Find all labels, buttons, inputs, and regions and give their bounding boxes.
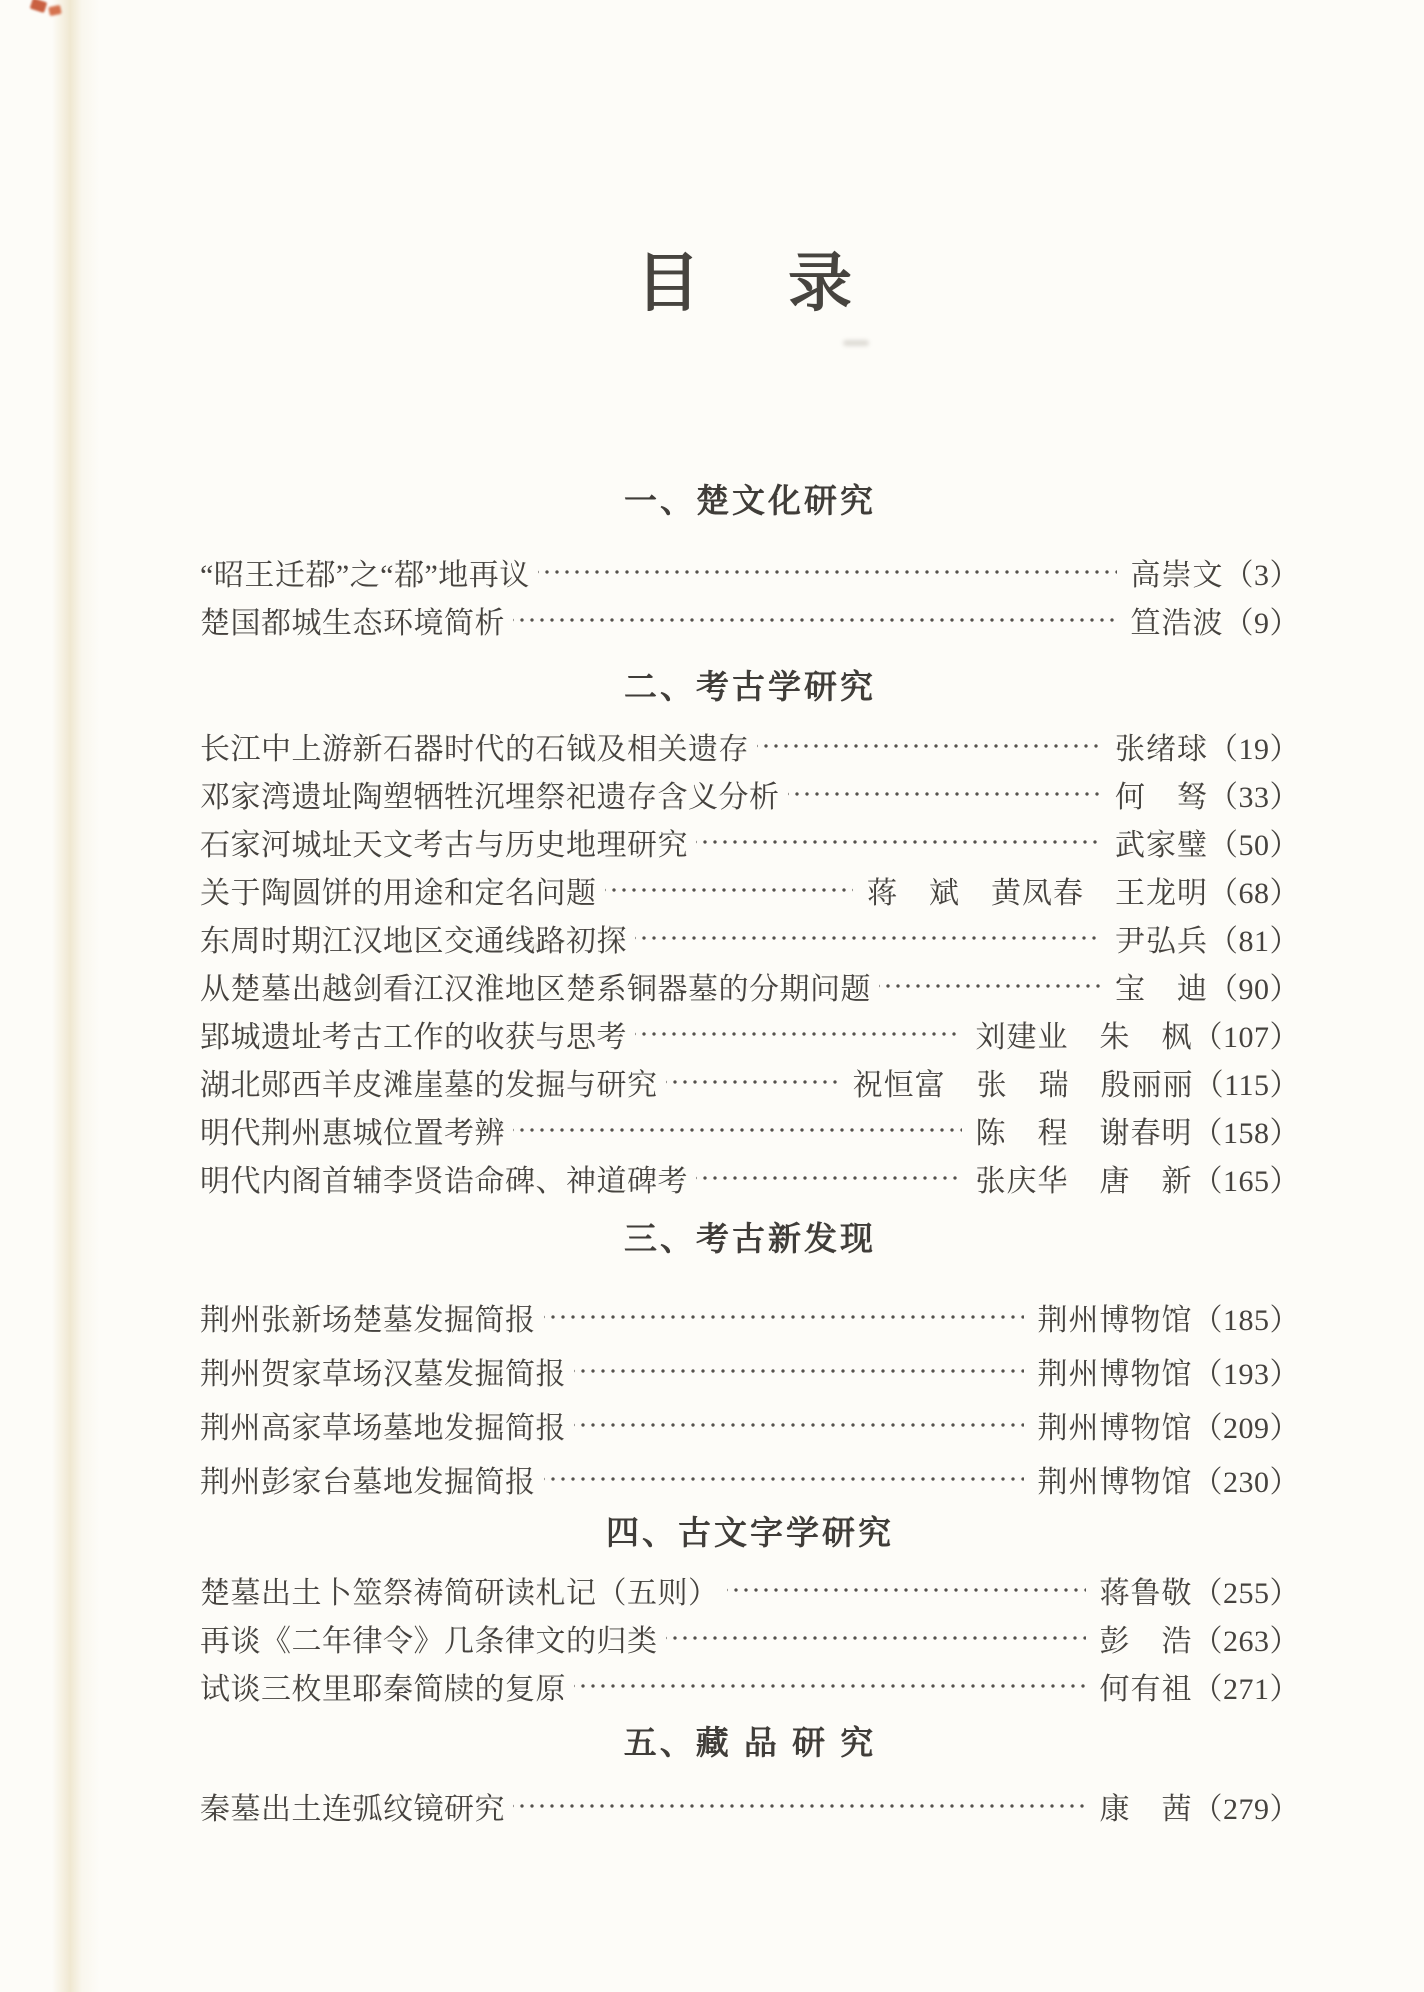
- entry-authors: 高崇文: [1130, 559, 1224, 592]
- entry-authors: 陈 程 谢春明: [975, 1117, 1193, 1150]
- entry-authors: 康 茜: [1099, 1793, 1193, 1826]
- entry-page-number: （230）: [1192, 1466, 1300, 1499]
- toc-entry: [200, 1566, 1300, 1614]
- entry-authors: 张绪球: [1115, 733, 1208, 766]
- entry-authors: 蒋鲁敬: [1099, 1577, 1193, 1610]
- entry-title: 明代荆州惠城位置考辨: [200, 1117, 505, 1150]
- dot-leader: [696, 818, 1101, 866]
- entry-title: 从楚墓出越剑看江汉淮地区楚系铜器墓的分期问题: [200, 973, 871, 1006]
- entry-title: 荆州张新场楚墓发掘简报: [200, 1304, 536, 1337]
- toc-entry: [200, 1290, 1300, 1344]
- entry-page-number: （209）: [1192, 1412, 1300, 1445]
- toc-entry: [200, 722, 1300, 770]
- entry-page-number: （165）: [1192, 1165, 1300, 1198]
- entry-authors: 荆州博物馆: [1037, 1304, 1193, 1337]
- dot-leader: [574, 1662, 1086, 1710]
- toc-entry: [200, 818, 1300, 866]
- toc-entry: [200, 1058, 1300, 1106]
- entry-title: 试谈三枚里耶秦简牍的复原: [200, 1673, 566, 1706]
- entry-title: 荆州高家草场墓地发掘简报: [200, 1412, 566, 1445]
- toc-section: [200, 1720, 1300, 1830]
- dot-leader: [538, 548, 1117, 596]
- entry-authors: 荆州博物馆: [1037, 1412, 1193, 1445]
- toc-entry: [200, 770, 1300, 818]
- entry-authors: 何有祖: [1099, 1673, 1193, 1706]
- entry-page-number: （19）: [1208, 733, 1300, 766]
- entry-title: 楚国都城生态环境简析: [200, 607, 505, 640]
- dot-leader: [544, 1290, 1024, 1344]
- dot-leader: [605, 866, 854, 914]
- entry-authors: 武家璧: [1115, 829, 1208, 862]
- entry-page-number: （271）: [1192, 1673, 1300, 1706]
- entry-authors: 祝恒富 张 瑞 殷丽丽: [852, 1069, 1194, 1102]
- toc-section: [200, 1216, 1300, 1506]
- dot-leader: [513, 1782, 1086, 1830]
- dot-leader: [757, 722, 1101, 770]
- dot-leader: [788, 770, 1102, 818]
- entry-title: 秦墓出土连弧纹镜研究: [200, 1793, 505, 1826]
- entry-title: 石家河城址天文考古与历史地理研究: [200, 829, 688, 862]
- document-title: 目 录: [636, 248, 864, 319]
- toc-entry: [200, 1662, 1300, 1710]
- toc-content: [200, 0, 1300, 1830]
- section-heading: 五、藏 品 研 究: [623, 1724, 877, 1761]
- toc-entry: [200, 548, 1300, 596]
- toc-entry: [200, 1010, 1300, 1058]
- entry-page-number: （263）: [1192, 1625, 1300, 1658]
- dot-leader: [666, 1058, 839, 1106]
- entry-title: 东周时期江汉地区交通线路初探: [200, 925, 627, 958]
- entry-page-number: （115）: [1193, 1069, 1300, 1102]
- toc-entry: [200, 596, 1300, 644]
- entry-title: 荆州彭家台墓地发掘简报: [200, 1466, 536, 1499]
- entry-title: 郢城遗址考古工作的收获与思考: [200, 1021, 627, 1054]
- entry-page-number: （193）: [1192, 1358, 1300, 1391]
- dot-leader: [574, 1398, 1024, 1452]
- entry-authors: 何 驽: [1115, 781, 1208, 814]
- toc-entry: [200, 962, 1300, 1010]
- entry-page-number: （158）: [1192, 1117, 1300, 1150]
- section-heading: 四、古文字学研究: [606, 1514, 894, 1551]
- scan-artifact-red-mark: [30, 0, 48, 13]
- entry-page-number: （9）: [1223, 607, 1300, 640]
- section-entries: [200, 1566, 1300, 1710]
- toc: [200, 478, 1300, 1830]
- section-entries: [200, 548, 1300, 644]
- entry-page-number: （68）: [1208, 877, 1300, 910]
- book-gutter-shadow: [52, 0, 100, 1992]
- toc-entry: [200, 866, 1300, 914]
- dot-leader: [635, 914, 1101, 962]
- entry-authors: 彭 浩: [1099, 1625, 1193, 1658]
- toc-section: [200, 1510, 1300, 1710]
- entry-title: 湖北郧西羊皮滩崖墓的发掘与研究: [200, 1069, 658, 1102]
- dot-leader: [513, 1106, 962, 1154]
- toc-section: [200, 478, 1300, 644]
- dot-leader: [513, 596, 1117, 644]
- entry-page-number: （107）: [1192, 1021, 1300, 1054]
- entry-page-number: （3）: [1223, 559, 1300, 592]
- dot-leader: [544, 1452, 1024, 1506]
- toc-entry: [200, 1344, 1300, 1398]
- section-entries: [200, 722, 1300, 1202]
- toc-entry: [200, 1398, 1300, 1452]
- entry-title: 邓家湾遗址陶塑牺牲沉埋祭祀遗存含义分析: [200, 781, 780, 814]
- entry-page-number: （50）: [1208, 829, 1300, 862]
- dot-leader: [696, 1154, 962, 1202]
- toc-entry: [200, 1614, 1300, 1662]
- dot-leader: [879, 962, 1101, 1010]
- entry-authors: 蒋 斌 黄凤春 王龙明: [867, 877, 1208, 910]
- section-entries: [200, 1290, 1300, 1506]
- entry-title: 长江中上游新石器时代的石钺及相关遗存: [200, 733, 749, 766]
- toc-entry: [200, 1154, 1300, 1202]
- entry-authors: 张庆华 唐 新: [975, 1165, 1193, 1198]
- entry-page-number: （81）: [1208, 925, 1300, 958]
- section-heading: 一、楚文化研究: [624, 482, 876, 519]
- entry-page-number: （255）: [1192, 1577, 1300, 1610]
- entry-page-number: （33）: [1208, 781, 1300, 814]
- entry-authors: 宝 迪: [1115, 973, 1208, 1006]
- entry-page-number: （90）: [1208, 973, 1300, 1006]
- entry-title: 明代内阁首辅李贤诰命碑、神道碑考: [200, 1165, 688, 1198]
- entry-title: 楚墓出土卜筮祭祷简研读札记（五则）: [200, 1577, 719, 1610]
- entry-page-number: （279）: [1192, 1793, 1300, 1826]
- toc-entry: [200, 1452, 1300, 1506]
- entry-page-number: （185）: [1192, 1304, 1300, 1337]
- toc-entry: [200, 1106, 1300, 1154]
- toc-section: [200, 664, 1300, 1202]
- scan-artifact-red-mark: [48, 5, 62, 16]
- entry-title: 再谈《二年律令》几条律文的归类: [200, 1625, 658, 1658]
- toc-entry: [200, 1782, 1300, 1830]
- dot-leader: [727, 1566, 1086, 1614]
- section-heading: 二、考古学研究: [624, 668, 876, 705]
- entry-authors: 荆州博物馆: [1037, 1358, 1193, 1391]
- dot-leader: [666, 1614, 1086, 1662]
- section-heading: 三、考古新发现: [624, 1220, 876, 1257]
- entry-title: “昭王迁鄀”之“鄀”地再议: [200, 559, 530, 592]
- entry-authors: 刘建业 朱 枫: [975, 1021, 1193, 1054]
- toc-entry: [200, 914, 1300, 962]
- entry-title: 关于陶圆饼的用途和定名问题: [200, 877, 597, 910]
- dot-leader: [574, 1344, 1024, 1398]
- dot-leader: [635, 1010, 962, 1058]
- entry-authors: 荆州博物馆: [1037, 1466, 1193, 1499]
- section-entries: [200, 1782, 1300, 1830]
- entry-authors: 尹弘兵: [1115, 925, 1208, 958]
- entry-title: 荆州贺家草场汉墓发掘简报: [200, 1358, 566, 1391]
- entry-authors: 笪浩波: [1130, 607, 1224, 640]
